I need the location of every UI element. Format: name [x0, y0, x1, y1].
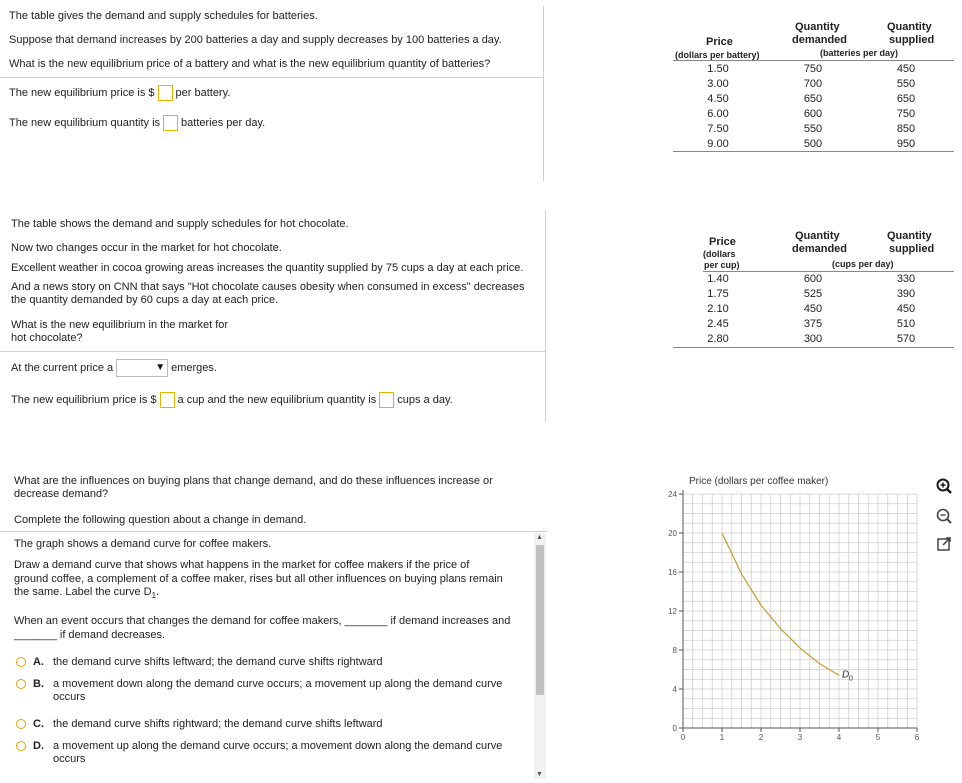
option-b-label: B.	[33, 678, 44, 690]
battery-qty-suffix: batteries per day.	[181, 116, 266, 129]
hotchoc-cell-r4-c1: 300	[803, 333, 823, 345]
hc-h-qs1: Quantity	[887, 230, 932, 242]
y-tick-label: 24	[668, 490, 677, 499]
hotchoc-cell-r1-c1: 525	[803, 288, 823, 300]
battery-price-suffix: per battery.	[175, 86, 231, 99]
bt-h-qs1: Quantity	[887, 21, 932, 33]
graph-description: The graph shows a demand curve for coffee makers.	[14, 538, 272, 550]
batteries-cell-r2-c0: 4.50	[707, 93, 729, 105]
hotchoc-cell-r1-c0: 1.75	[707, 288, 729, 300]
coffee-maker-demand-chart[interactable]	[655, 472, 925, 742]
y-tick-label: 16	[668, 568, 677, 577]
battery-price-answer-row	[9, 85, 230, 101]
y-tick-label: 0	[672, 724, 677, 733]
batteries-question-2: What is the new equilibrium price of a battery and what is the new equilibrium quantity of batteries?	[9, 58, 491, 70]
batteries-cell-r0-c2: 450	[896, 63, 916, 75]
hotchoc-cell-r3-c2: 510	[896, 318, 916, 330]
radio-a[interactable]	[16, 657, 26, 667]
battery-price-prefix: The new equilibrium price is $	[9, 86, 155, 99]
hc-h-price-unit2: per cup)	[704, 260, 740, 270]
batteries-cell-r3-c2: 750	[896, 108, 916, 120]
hotchoc-p4b: hot chocolate?	[11, 332, 83, 344]
batteries-cell-r4-c0: 7.50	[707, 123, 729, 135]
draw-instr-2: ground coffee, a complement of a coffee maker, rises but all other influences on buying plans remain	[14, 573, 503, 585]
draw-instr-3-end: .	[156, 586, 160, 598]
batteries-cell-r5-c2: 950	[896, 138, 916, 150]
battery-quantity-input[interactable]	[163, 115, 178, 131]
x-tick-label: 2	[758, 733, 764, 742]
hotchoc-intro: The table shows the demand and supply schedules for hot chocolate.	[11, 218, 349, 230]
x-tick-label: 4	[836, 733, 842, 742]
hotchoc-cell-r4-c2: 570	[896, 333, 916, 345]
draw-instr-3	[14, 585, 159, 603]
zoom-out-icon[interactable]	[935, 507, 953, 525]
batteries-cell-r1-c2: 550	[896, 78, 916, 90]
option-d-text: a movement up along the demand curve occurs; a movement down along the demand curve occurs	[53, 740, 503, 765]
batteries-cell-r3-c0: 6.00	[707, 108, 729, 120]
blank-question-b: _______ if demand decreases.	[14, 629, 166, 641]
radio-b[interactable]	[16, 679, 26, 689]
radio-c[interactable]	[16, 719, 26, 729]
batteries-question-1: Suppose that demand increases by 200 batteries a day and supply decreases by 100 batteries a day.	[9, 34, 502, 46]
option-d-label: D.	[33, 740, 44, 752]
bt-h-unit: (batteries per day)	[820, 48, 899, 58]
option-a-text: the demand curve shifts leftward; the demand curve shifts rightward	[53, 656, 383, 668]
battery-quantity-answer-row	[9, 115, 265, 131]
option-c-label: C.	[33, 718, 44, 730]
batteries-cell-r3-c1: 600	[803, 108, 823, 120]
hotchoc-p2: Excellent weather in cocoa growing areas increases the quantity supplied by 75 cups a day at each price.	[11, 262, 524, 274]
hotchoc-cell-r2-c2: 450	[896, 303, 916, 315]
hc-h-qs2: supplied	[889, 243, 935, 255]
chevron-down-icon: ▼	[155, 362, 166, 373]
batteries-cell-r5-c1: 500	[803, 138, 823, 150]
batteries-cell-r0-c1: 750	[803, 63, 823, 75]
y-tick-label: 4	[672, 685, 677, 694]
curve-label-sub-d0: 0	[849, 675, 853, 683]
batteries-intro: The table gives the demand and supply schedules for batteries.	[9, 10, 318, 22]
option-b-text: a movement down along the demand curve occurs; a movement up along the demand curve occurs	[53, 678, 503, 703]
hotchoc-p3b: the quantity demanded by 60 cups a day at each price.	[11, 294, 279, 306]
coffee-q1b: decrease demand?	[14, 488, 109, 500]
x-tick-label: 6	[914, 733, 920, 742]
y-tick-label: 20	[668, 529, 677, 538]
question-scrollbar[interactable]	[534, 533, 546, 779]
popout-icon[interactable]	[935, 535, 953, 553]
radio-d[interactable]	[16, 741, 26, 751]
batteries-cell-r2-c1: 650	[803, 93, 823, 105]
hotchoc-cell-r0-c2: 330	[896, 273, 916, 285]
hotchoc-p4a: What is the new equilibrium in the market for	[11, 319, 229, 331]
battery-price-input[interactable]	[158, 85, 173, 101]
hc-h-qd1: Quantity	[795, 230, 840, 242]
bt-h-qd2: demanded	[792, 34, 848, 46]
hotchoc-p1: Now two changes occur in the market for hot chocolate.	[11, 242, 282, 254]
x-tick-label: 3	[797, 733, 803, 742]
chart-title: Price (dollars per coffee maker)	[689, 476, 829, 487]
hotchoc-cell-r0-c0: 1.40	[707, 273, 729, 285]
hc-eq-suffix: cups a day.	[397, 393, 453, 406]
hotchoc-cell-r2-c0: 2.10	[707, 303, 729, 315]
batteries-cell-r4-c2: 850	[896, 123, 916, 135]
y-tick-label: 12	[668, 607, 677, 616]
batteries-cell-r1-c1: 700	[803, 78, 823, 90]
draw-instr-3-text: the same. Label the curve D	[14, 586, 152, 598]
option-c-text: the demand curve shifts rightward; the demand curve shifts leftward	[53, 718, 383, 730]
hotchoc-cell-r1-c2: 390	[896, 288, 916, 300]
scrollbar-thumb[interactable]	[536, 545, 544, 695]
option-a-label: A.	[33, 656, 44, 668]
scroll-down-icon[interactable]: ▼	[536, 771, 543, 778]
scroll-up-icon[interactable]: ▲	[536, 534, 543, 541]
y-tick-label: 8	[672, 646, 677, 655]
zoom-in-icon[interactable]	[935, 477, 953, 495]
draw-instr-3-sub: 1	[151, 591, 157, 601]
hc-eq-prefix: The new equilibrium price is $	[11, 393, 157, 406]
current-price-row	[11, 359, 217, 377]
hotchoc-equilibrium-row	[11, 392, 453, 408]
shortage-surplus-select[interactable]	[116, 359, 168, 377]
draw-instr-1: Draw a demand curve that shows what happens in the market for coffee makers if the price of	[14, 559, 470, 571]
battery-qty-prefix: The new equilibrium quantity is	[9, 116, 161, 129]
hotchoc-price-input[interactable]	[160, 392, 175, 408]
bt-h-qs2: supplied	[889, 34, 935, 46]
batteries-cell-r5-c0: 9.00	[707, 138, 729, 150]
hotchoc-p3a: And a news story on CNN that says "Hot chocolate causes obesity when consumed in excess" decreases	[11, 281, 525, 293]
batteries-cell-r1-c0: 3.00	[707, 78, 729, 90]
current-price-prefix: At the current price a	[11, 361, 114, 374]
batteries-cell-r0-c0: 1.50	[707, 63, 729, 75]
hc-h-unit: (cups per day)	[832, 259, 894, 269]
hc-h-qd2: demanded	[792, 243, 848, 255]
bt-h-price: Price	[706, 36, 733, 48]
hc-eq-mid: a cup and the new equilibrium quantity is	[177, 393, 377, 406]
blank-question-a: When an event occurs that changes the demand for coffee makers, _______ if demand increases and	[14, 615, 511, 627]
hotchoc-cell-r4-c0: 2.80	[707, 333, 729, 345]
hotchoc-cell-r3-c1: 375	[803, 318, 823, 330]
hc-h-price: Price	[709, 236, 736, 248]
batteries-cell-r4-c1: 550	[803, 123, 823, 135]
hotchoc-cell-r0-c1: 600	[803, 273, 823, 285]
hotchoc-cell-r3-c0: 2.45	[707, 318, 729, 330]
batteries-cell-r2-c2: 650	[896, 93, 916, 105]
coffee-q1a: What are the influences on buying plans that change demand, and do these influences increase or	[14, 475, 493, 487]
hotchoc-cell-r2-c1: 450	[803, 303, 823, 315]
bt-h-qd1: Quantity	[795, 21, 840, 33]
curve-label-d0: D	[842, 669, 850, 681]
bt-h-price-unit: (dollars per battery)	[675, 50, 760, 60]
x-tick-label: 1	[719, 733, 725, 742]
coffee-instr: Complete the following question about a change in demand.	[14, 514, 307, 526]
x-tick-label: 5	[875, 733, 881, 742]
hc-h-price-unit1: (dollars	[703, 249, 736, 259]
hotchoc-quantity-input[interactable]	[379, 392, 394, 408]
current-price-suffix: emerges.	[171, 361, 217, 374]
x-tick-label: 0	[680, 733, 686, 742]
